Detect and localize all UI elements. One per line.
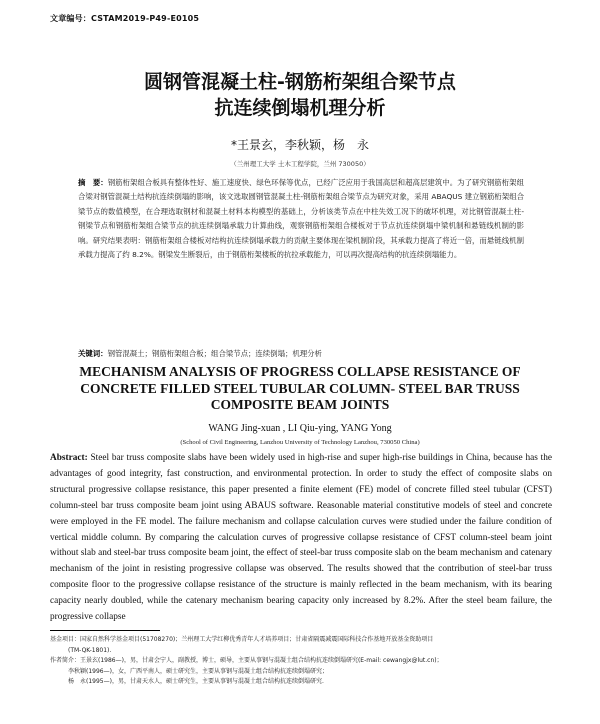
english-title-line-1: MECHANISM ANALYSIS OF PROGRESS COLLAPSE RESISTANCE OF [79,364,521,379]
chinese-keywords [78,348,524,359]
chinese-abstract-text: 钢筋桁架组合板具有整体性好、施工速度快、绿色环保等优点，已经广泛应用于我国高层和超高层建筑中。为了研究钢筋桁架组合梁对钢管混凝土结构抗连续倒塌的影响，该文选取圆钢管混凝土柱-钢筋桁架组合梁节点为研究对象，采用 ABAQUS 建立钢筋桁架组合梁节点的数值模型，在合理选取钢材和混凝土材料本构模型的基础上，分析该类节点在中柱失效工况下的破坏机理，对比钢管混凝土柱-钢梁节点和钢筋桁架组合梁节点的抗连续倒塌承载力计算曲线，观察钢筋桁架组合楼板对于节点抗连续倒塌中梁机制和悬链线机制的影响。研究结果表明：钢筋桁架组合楼板对结构抗连续倒塌承载力的贡献主要体现在梁机制阶段，其承载力提高了将近一倍，而悬链线机制承载力提高了约 8.2%。钢梁发生断裂后，由于钢筋桁架楼板的抗拉承载能力，可以再次提高结构的抗连续倒塌能力。 [78,178,524,260]
english-title-line-3: COMPOSITE BEAM JOINTS [210,397,390,412]
english-title-line-2: CONCRETE FILLED STEEL TUBULAR COLUMN- STEEL BAR TRUSS [80,381,520,396]
footnote-divider [50,630,160,631]
footnote-author-3: 杨 永(1995—)，男，甘肃天水人，硕士研究生，主要从事钢与混凝土组合结构抗连续倒塌研究. [68,678,324,686]
chinese-abstract-label: 摘 要： [78,178,108,187]
chinese-keywords-label: 关键词： [78,349,108,358]
chinese-abstract [78,176,524,262]
footnote-funding: 基金项目：国家自然科学基金项目(51708270)；兰州理工大学红柳优秀青年人才培养项目；甘肃省隔震减震国际科技合作基地开放基金资助项目 [50,636,434,643]
article-number: 文章编号：CSTAM2019-P49-E0105 [50,14,200,23]
footnote-author-2: 李秋颖(1996—)，女，广西平南人，硕士研究生，主要从事钢与混凝土组合结构抗连续倒塌研究； [68,667,328,675]
chinese-title-line-1: 圆钢管混凝土柱-钢筋桁架组合梁节点 [144,71,456,93]
footnote-author-1: 作者简介：王景玄(1986—)，男，甘肃会宁人，副教授，博士，硕导，主要从事钢与混凝土组合结构抗连续倒塌研究(E-mail: cewangjx@lut.cn)； [50,657,443,665]
footnote-funding-cont: (TM-QK-1801). [68,646,112,654]
english-abstract [50,451,552,626]
english-authors: WANG Jing-xuan , LI Qiu-ying, YANG Yong [208,423,392,434]
chinese-affiliation: （兰州理工大学 土木工程学院，兰州 730050） [230,160,370,168]
chinese-authors: *王景玄，李秋颖，杨 永 [230,138,369,152]
footnotes [50,635,556,688]
english-abstract-text: Steel bar truss composite slabs have been widely used in high-rise and super high-rise buildings in China, because has the advantages of good integrity, fast construction, and environmental protection. In order to study the effect of composite slabs on structural progressive collapse resistance, this paper presented a finite element (FE) model of concrete filled steel tubular (CFST) column-steel bar truss composite beam joint using ABAUS software. Reasonable material constitutive models of steel and concrete were employed in the FE model. The failure mechanism and collapse calculation curves were studied under the failure condition of vertical middle column. By comparing the calculation curves of progressive collapse resistance of CFST column-steel beam joint without slab and steel-bar truss composite beam joint, the effect of steel-bar truss composite slab on the beam mechanism and catenary mechanism of the joint in resisting progressive collapse was observed. The results showed that the contribution of steel-bar truss composite floor to the progressive collapse resistance of the structure is mainly reflected in the beam mechanism, with its bearing capacity nearly doubled, while the catenary mechanism bearing capacity only increased by 8.2%. After the steel beam failure, the progressive collapse [50,453,552,623]
chinese-title-line-2: 抗连续倒塌机理分析 [214,97,386,119]
english-affiliation: (School of Civil Engineering, Lanzhou University of Technology Lanzhou, 730050 China) [180,439,420,446]
chinese-keywords-text: 钢管混凝土；钢筋桁架组合板；组合梁节点；连续倒塌；机理分析 [107,349,322,358]
english-abstract-label: Abstract: [50,453,88,463]
